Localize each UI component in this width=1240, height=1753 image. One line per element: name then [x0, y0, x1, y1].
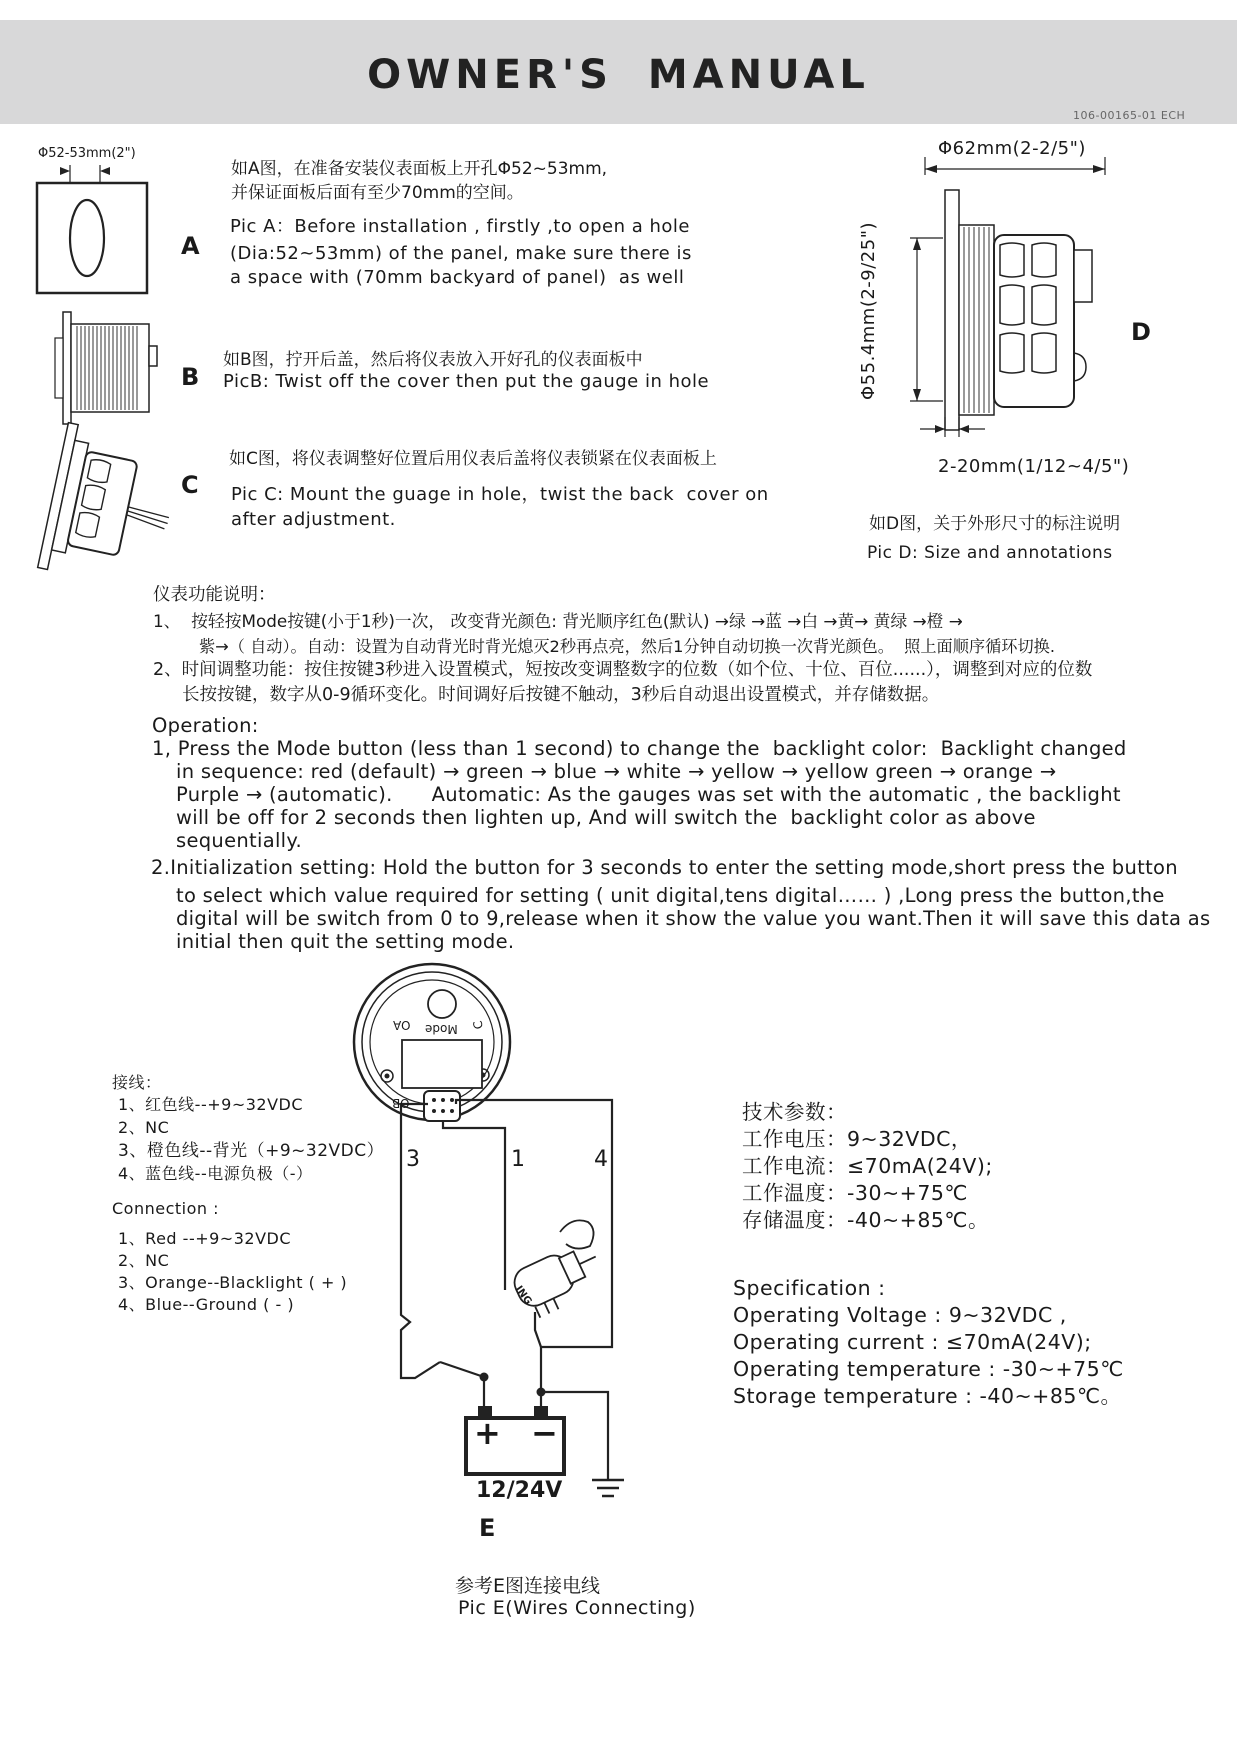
pic-a-en-line2: (Dia:52~53mm) of the panel, make sure there is [230, 243, 692, 264]
panel-hole [70, 200, 104, 276]
pic-c-letter: C [181, 471, 199, 499]
pic-d-en-caption: Pic D: Size and annotations [867, 543, 1113, 563]
wire-label-3: 3 [406, 1147, 420, 1172]
pic-c-en-line1: Pic C: Mount the guage in hole，twist the back cover on [231, 484, 769, 505]
wire-switch [440, 1362, 484, 1392]
spec-en-line-1: Operating Voltage : 9~32VDC , [733, 1303, 1067, 1327]
spec-zh-line-3: 工作温度：-30~+75℃ [742, 1181, 968, 1205]
wiring-zh-item-1: 1、红色线--+9~32VDC [118, 1095, 304, 1114]
mode-button-icon [428, 990, 456, 1018]
pic-a-en-line1: Pic A：Before installation , firstly ,to open a hole [230, 216, 690, 237]
spec-zh-line-2: 工作电流：≤70mA(24V); [742, 1154, 993, 1178]
battery-voltage-label: 12/24V [476, 1478, 563, 1503]
operation-line-3: Purple → (automatic). Automatic: As the gauges was set with the automatic , the backlight [176, 783, 1121, 806]
gauge-label-o2: O [400, 1096, 410, 1110]
pic-a-en-line3: a space with (70mm backyard of panel) as well [230, 267, 685, 288]
wire-label-1: 1 [511, 1147, 525, 1172]
operation-item2-line-1: 2.Initialization setting: Hold the button for 3 seconds to enter the setting mode,short press the button [151, 856, 1178, 879]
operation-item2-line-4: initial then quit the setting mode. [176, 930, 515, 953]
pic-c-illustration [30, 425, 180, 585]
operation-line-2: in sequence: red (default) → green → blue → white → yellow → yellow green → orange → [176, 760, 1057, 783]
pic-d-height-arrow [910, 238, 943, 401]
pic-b-illustration [45, 310, 155, 430]
gauge-mode-label: Mode [425, 1022, 458, 1036]
ignition-label: ING [512, 1284, 534, 1307]
wiring-zh-item-2: 2、NC [118, 1118, 170, 1137]
connector [424, 1091, 460, 1121]
function-zh-item1-line2: 紫→（ 自动）。自动：设置为自动背光时背光熄灭2秒再点亮，然后1分钟自动切换一次背光颜色。 照上面顺序循环切换. [199, 637, 1056, 656]
wiring-zh-item-3: 3、橙色线--背光（+9~32VDC） [118, 1141, 385, 1161]
spec-en-heading: Specification : [733, 1276, 886, 1300]
operation-item2-line-2: to select which value required for setting ( unit digital,tens digital…… ) ,Long press the button,the [176, 884, 1165, 907]
operation-item2-line-3: digital will be switch from 0 to 9,release when it show the value you want.Then it will save this data as [176, 907, 1211, 930]
pic-a-letter: A [181, 232, 200, 260]
pic-a-zh-line1: 如A图，在准备安装仪表面板上开孔Φ52~53mm, [231, 159, 608, 179]
gauge-label-a: A [393, 1018, 402, 1032]
spec-en-line-3: Operating temperature : -30~+75℃ [733, 1357, 1124, 1381]
gauge-label-o: O [401, 1018, 411, 1032]
pic-c-zh-line1: 如C图，将仪表调整好位置后用仪表后盖将仪表锁紧在仪表面板上 [229, 449, 717, 469]
pic-d-width-label: Φ62mm(2-2/5") [938, 138, 1086, 159]
wiring-en-item-3: 3、Orange--Blacklight ( + ) [118, 1273, 348, 1292]
wiring-zh-item-4: 4、蓝色线--电源负极（-） [118, 1164, 313, 1183]
wire-1 [443, 1121, 505, 1290]
spec-en-line-4: Storage temperature : -40~+85℃。 [733, 1384, 1122, 1408]
function-zh-item2-line1: 2、时间调整功能：按住按键3秒进入设置模式，短按改变调整数字的位数（如个位、十位、百位......），调整到对应的位数 [153, 660, 1093, 680]
pic-e-en-caption: Pic E(Wires Connecting) [458, 1597, 696, 1619]
battery-minus: − [531, 1414, 558, 1452]
pic-d-zh-caption: 如D图，关于外形尺寸的标注说明 [869, 514, 1121, 534]
operation-heading: Operation: [152, 714, 259, 737]
wiring-en-item-4: 4、Blue--Ground ( - ) [118, 1295, 295, 1314]
spec-zh-line-4: 存储温度：-40~+85℃。 [742, 1208, 989, 1232]
pic-d-illustration [860, 155, 1120, 455]
gauge-label-b: B [392, 1096, 401, 1110]
wiring-en-item-2: 2、NC [118, 1251, 170, 1270]
pic-d-panel [945, 190, 959, 430]
ground-icon [592, 1480, 624, 1496]
wire-label-4: 4 [594, 1147, 608, 1172]
document-code: 106-00165-01 ECH [1073, 109, 1186, 122]
page-title: OWNER'S MANUAL [367, 52, 870, 98]
spec-en-line-2: Operating current : ≤70mA(24V); [733, 1330, 1092, 1354]
operation-line-5: sequentially. [176, 829, 302, 852]
pic-b-zh-line1: 如B图，拧开后盖，然后将仪表放入开好孔的仪表面板中 [223, 350, 643, 370]
wiring-en-item-1: 1、Red --+9~32VDC [118, 1229, 292, 1248]
pic-d-letter: D [1131, 318, 1151, 346]
wire-3 [401, 1104, 440, 1378]
battery-plus: + [474, 1414, 501, 1452]
panel-square [37, 183, 147, 293]
pic-e-zh-caption: 参考E图连接电线 [455, 1575, 601, 1597]
pic-b-en-line1: PicB: Twist off the cover then put the gauge in hole [223, 371, 710, 392]
function-zh-item2-line2: 长按按键，数字从0-9循环变化。时间调好后按键不触动，3秒后自动退出设置模式，并存储数据。 [182, 685, 940, 705]
function-zh-heading: 仪表功能说明： [153, 585, 276, 605]
pic-d-width-arrow [925, 157, 1105, 175]
spec-zh-line-1: 工作电压：9~32VDC， [742, 1127, 972, 1151]
pic-d-panel-label: 2-20mm(1/12~4/5") [938, 456, 1130, 477]
pic-b-letter: B [181, 363, 200, 391]
gauge-display [402, 1040, 482, 1088]
wiring-en-heading: Connection : [112, 1199, 220, 1218]
function-zh-item1-line1: 1、 按轻按Mode按键(小于1秒)一次， 改变背光颜色: 背光顺序红色(默认) →绿 →蓝 →白 →黄→ 黄绿 →橙 → [153, 611, 963, 631]
pic-a-dimension-arrows [60, 165, 110, 182]
pic-d-height-label: Φ55.4mm(2-9/25") [858, 221, 879, 400]
operation-line-4: will be off for 2 seconds then lighten up, And will switch the backlight color as above [176, 806, 1036, 829]
pic-a-dimension-label: Φ52-53mm(2") [38, 146, 136, 161]
pic-a-illustration [30, 160, 160, 295]
gauge-label-c: C [470, 1019, 486, 1031]
pic-a-zh-line2: 并保证面板后面有至少70mm的空间。 [231, 183, 524, 203]
wiring-zh-heading: 接线： [112, 1073, 162, 1092]
pic-e-letter: E [479, 1514, 496, 1542]
pic-c-en-line2: after adjustment. [231, 509, 396, 530]
spec-zh-heading: 技术参数： [742, 1100, 847, 1124]
operation-line-1: 1, Press the Mode button (less than 1 second) to change the backlight color: Backlight changed [152, 737, 1127, 760]
